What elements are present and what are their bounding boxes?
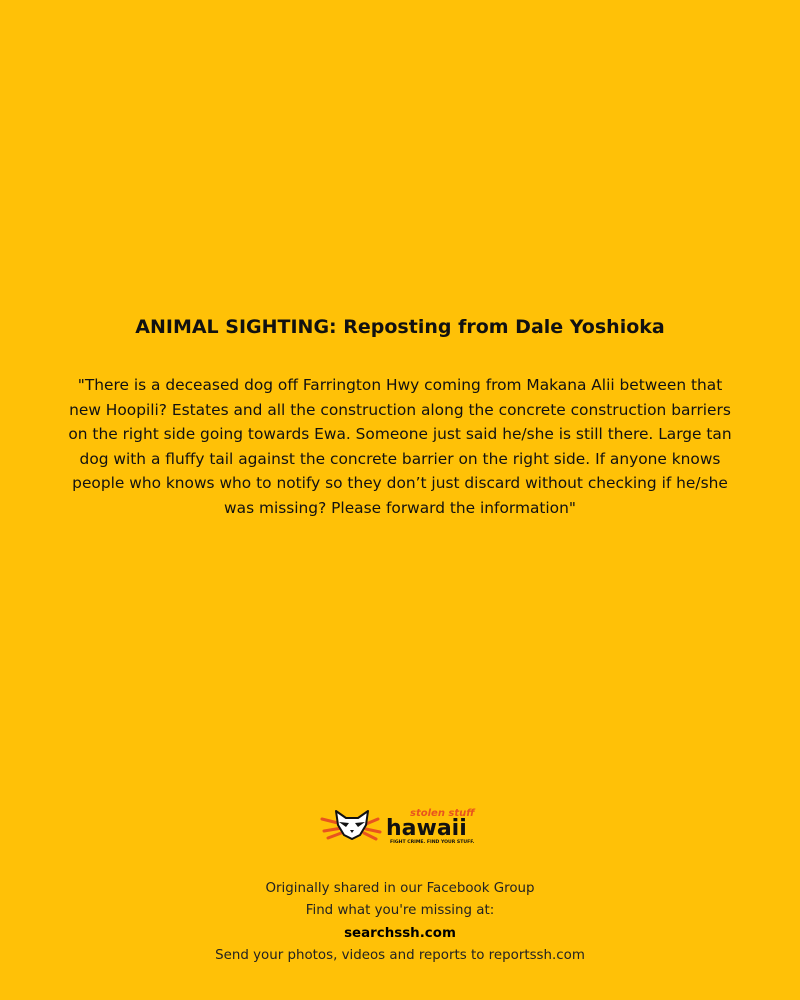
post-body: "There is a deceased dog off Farrington Hwy coming from Makana Alii between that new Hoopili? Estates and all the construction along the concrete construction barriers on the right side going towards Ewa. Someone just said he/she is still there. Large tan dog with a fluffy tail against the concrete barrier on the right side. If anyone knows people who knows who to notify so they don’t just discard without checking if he/she was missing? Please forward the information": [68, 376, 732, 517]
footer-send-text: Send your photos, videos and reports to reportssh.com: [215, 948, 585, 964]
post-title: ANIMAL SIGHTING: Reposting from Dale Yoshioka: [135, 316, 665, 338]
svg-text:hawaii: hawaii: [386, 816, 467, 841]
footer-find-text: Find what you're missing at:: [305, 903, 495, 919]
brand-logo-graphic: [320, 805, 480, 845]
svg-text:FIGHT CRIME. FIND YOUR STUFF.: FIGHT CRIME. FIND YOUR STUFF.: [390, 840, 475, 845]
footer: [0, 878, 800, 968]
svg-text:stolen stuff: stolen stuff: [410, 808, 475, 819]
footer-shared-text: Originally shared in our Facebook Group: [265, 881, 535, 896]
brand-logo: [320, 805, 480, 845]
footer-site-link[interactable]: searchssh.com: [344, 925, 456, 941]
